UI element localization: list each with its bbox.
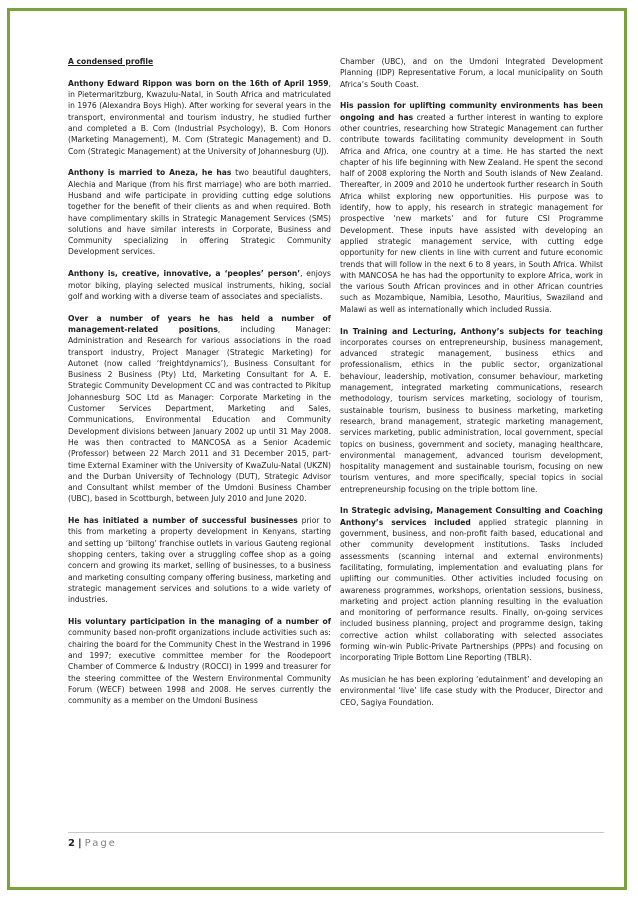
paragraph: Anthony is married to Aneza, he has two beautiful daughters, Alechia and Marique (from his first marriage) who are both married. Husband and wife participate in providing cutting edge solutions together for the benefit of their clients as and when required. Both have complimentary skills in Strategic Management Services (SMS) solutions and have similar interests in Corporate, Business and Community specializing in offering Strategic Community Development services. [68,168,331,257]
paragraph: As musician he has been exploring ‘edutainment’ and developing an environmental ‘live’ life case study with the Producer, Director and CEO, Sagiya Foundation. [340,675,603,707]
paragraph: In Training and Lecturing, Anthony’s subjects for teaching incorporates courses on entrepreneurship, business management, advanced strategic management, business ethics and professionalism, ethics in the public sector, organizational behaviour, leadership, motivation, consumer behaviour, marketing management, integrated marketing communications, research methodology, tourism services marketing, sociology of tourism, sustainable tourism, business to business marketing, marketing research, brand management, strategic marketing management, services marketing, public administration, local government, special topics on business, government and society, managing healthcare, environmental management, advanced tourism development, hospitality management and sustainable tourism, focusing on new tourism ventures, and more specifically, special topics in social entrepreneurship focusing on the triple bottom line. [340,326,603,494]
paragraph: Chamber (UBC), and on the Umdoni Integrated Development Planning (IDP) Representative Forum, a local municipality on South Africa’s South Coast. [340,57,603,89]
left-column [68,56,331,717]
paragraph: His passion for uplifting community environments has been ongoing and has created a further interest in wanting to explore other countries, researching how Strategic Management can further contribute towards facilitating community development in South Africa and Africa, one country at a time. He has started the next chapter of his life beginning with New Zealand. He spent the second half of 2008 exploring the North and South islands of New Zealand. Thereafter, in 2009 and 2010 he undertook further research in South Africa whilst exploring new opportunities. His purpose was to identify, how to apply, his research in strategic management for prospective ‘new markets’ and for future CSI Programme Development. These inputs have assisted with developing an applied strategic management service, with cutting edge opportunity for new clients in line with current and future economic trends that will follow in the next 6 to 8 years, in South Africa. Whilst with MANCOSA he has had the opportunity to explore Africa, work in the various South African provinces and in other African countries such as Mozambique, Namibia, Lesotho, Mauritius, Swaziland and Malawi as well as internationally which included Russia. [340,101,603,314]
paragraph: Anthony Edward Rippon was born on the 16th of April 1959, in Pietermaritzburg, Kwazulu-Natal, in South Africa and matriculated in 1976 (Alexandra Boys High). After working for several years in the transport, environmental and tourism industry, he studied further and completed a B. Com (Industrial Psychology), B. Com Honors (Marketing Management), M. Com (Strategic Management) and D. Com (Strategic Management) at the University of Johannesburg (UJ). [68,78,331,156]
paragraph: In Strategic advising, Management Consulting and Coaching Anthony’s services included applied strategic planning in government, business, and non-profit faith based, educational and other community development institutions. Tasks included assessments (scanning internal and external environments) facilitating, formulating, implementation and evaluating plans for uplifting our communities. Other activities included focusing on awareness programmes, workshops, orientation sessions, business, marketing and project action planning resulting in the evaluation and monitoring of performance results. Finally, on-going services included business planning, project and programme design, taking corrective action whilst collaborating with selected associates forming win-win Public-Private Partnerships (PPPs) and focusing on incorporating Triple Bottom Line Reporting (TBLR). [340,506,603,663]
footer-separator: | [77,838,82,849]
paragraph: Anthony is, creative, innovative, a ‘peoples’ person’, enjoys motor biking, playing selected musical instruments, hiking, social golf and working with a diverse team of associates and specialists. [68,269,331,301]
page-footer [68,838,117,849]
paragraph: His voluntary participation in the managing of a number of community based non-profit organizations include activities such as: chairing the board for the Community Chest in the Westrand in 1996 and 1997; executive committee member for the Roodepoort Chamber of Commerce & Industry (ROCCI) in 1999 and treasurer for the steering committee of the Western Environmental Community Forum (WECF) between 1998 and 2008. He serves currently the community as a member on the Umdoni Business [68,617,331,706]
paragraph: He has initiated a number of successful businesses prior to this from marketing a property development in Kenyans, starting and setting up ‘biltong’ franchise outlets in various Gauteng regional shopping centers, taking over a struggling coffee shop as a going concern and growing its market, selling of businesses, to a business and marketing consulting company offering business, marketing and strategic management services and solutions to a wide variety of industries. [68,516,331,605]
section-heading: A condensed profile [68,57,154,66]
right-column [340,56,603,719]
footer-divider [68,832,604,833]
page-label: Page [84,838,117,849]
page-number: 2 [68,838,75,849]
paragraph: Over a number of years he has held a number of management-related positions, including Manager: Administration and Research for various associations in the road transport industry, Project Manager (Strategic Marketing) for Autonet (now called ‘freightdynamics’), Business Consultant for Business 2 Business (Pty) Ltd, Marketing Consultant for A. E. Strategic Community Development CC and was contracted to Pikitup Johannesburg SOC Ltd as Manager: Corporate Marketing in the Customer Services Department, Marketing and Sales, Communications, Environmental Education and Community Development divisions between January 2002 up until 31 May 2008. He was then contracted to MANCOSA as a Senior Academic (Professor) between 22 March 2011 and 31 December 2015, part-time External Examiner with the University of KwaZulu-Natal (UKZN) and the Durban University of Technology (DUT), Strategic Advisor and Consultant whilst member of the Umdoni Business Chamber (UBC), based in Scottburgh, between July 2010 and June 2020. [68,313,331,504]
